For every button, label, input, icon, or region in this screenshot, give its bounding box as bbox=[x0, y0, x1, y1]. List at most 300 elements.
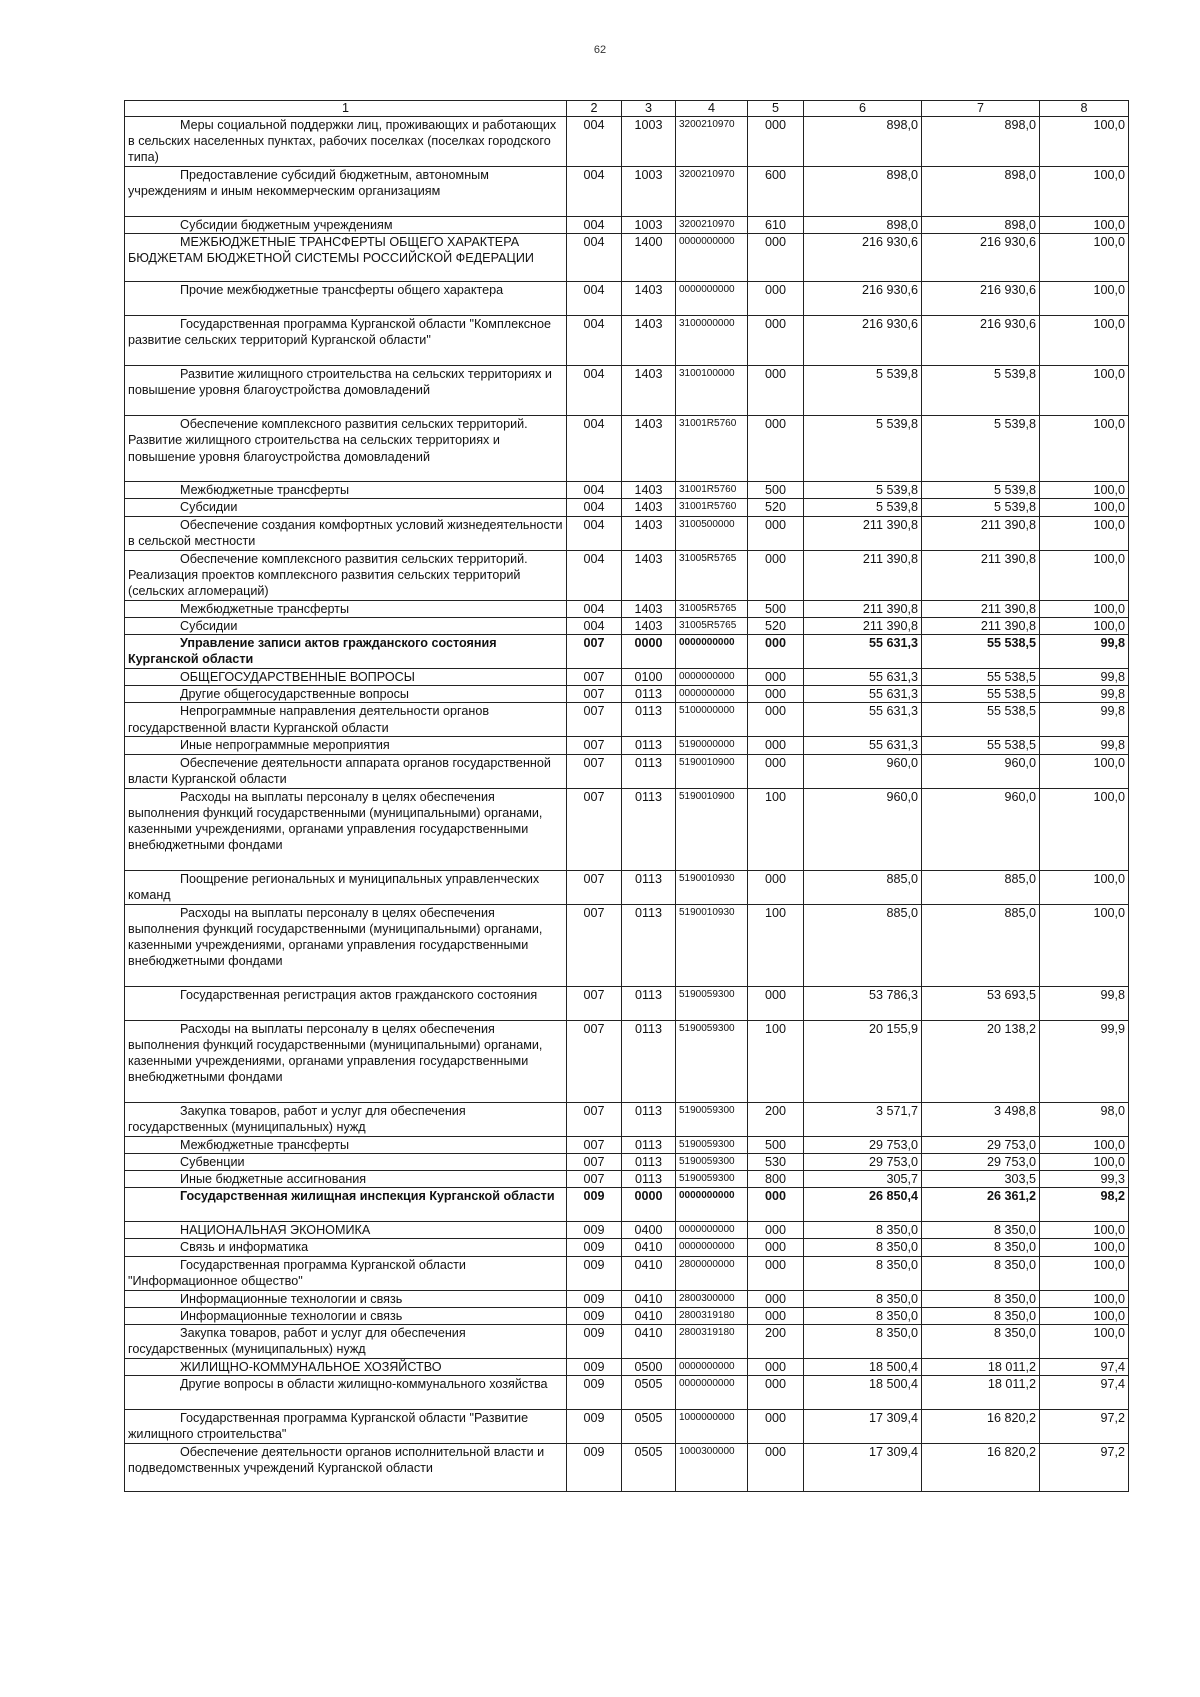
section-code-cell: 0500 bbox=[622, 1359, 676, 1376]
planned-amount-cell: 26 850,4 bbox=[804, 1188, 922, 1222]
executed-amount-cell: 885,0 bbox=[922, 870, 1040, 904]
expense-name-cell: Субсидии bbox=[125, 617, 567, 634]
expense-type-cell: 200 bbox=[748, 1102, 804, 1136]
table-row bbox=[125, 1307, 1129, 1324]
table-row bbox=[125, 1171, 1129, 1188]
section-code-cell: 1403 bbox=[622, 600, 676, 617]
table-row bbox=[125, 1020, 1129, 1102]
section-code-cell: 0113 bbox=[622, 703, 676, 737]
section-code-cell: 0410 bbox=[622, 1325, 676, 1359]
executed-amount-cell: 20 138,2 bbox=[922, 1020, 1040, 1102]
expense-type-cell: 000 bbox=[748, 117, 804, 167]
table-row bbox=[125, 1188, 1129, 1222]
department-code-cell: 007 bbox=[567, 635, 622, 669]
department-code-cell: 007 bbox=[567, 1171, 622, 1188]
section-code-cell: 0113 bbox=[622, 754, 676, 788]
execution-percent-cell: 100,0 bbox=[1040, 1239, 1129, 1256]
expense-name-cell: Государственная регистрация актов гражданского состояния bbox=[125, 986, 567, 1020]
table-row bbox=[125, 167, 1129, 217]
planned-amount-cell: 216 930,6 bbox=[804, 316, 922, 366]
expense-name-cell: Расходы на выплаты персоналу в целях обеспечения выполнения функций государственными (муниципальными) органами, казенными учреждениями, органами управления государственными внебюджетными фондами bbox=[125, 788, 567, 870]
section-code-cell: 1003 bbox=[622, 217, 676, 234]
target-article-cell: 0000000000 bbox=[676, 1376, 748, 1410]
expense-name-cell: Развитие жилищного строительства на сельских территориях и повышение уровня благоустройства домовладений bbox=[125, 366, 567, 416]
table-row bbox=[125, 416, 1129, 482]
expense-type-cell: 100 bbox=[748, 1020, 804, 1102]
expense-name-cell: Информационные технологии и связь bbox=[125, 1307, 567, 1324]
executed-amount-cell: 55 538,5 bbox=[922, 737, 1040, 754]
expense-name-cell: Непрограммные направления деятельности органов государственной власти Курганской области bbox=[125, 703, 567, 737]
section-code-cell: 0410 bbox=[622, 1256, 676, 1290]
section-code-cell: 1003 bbox=[622, 167, 676, 217]
expense-name-cell: Межбюджетные трансферты bbox=[125, 600, 567, 617]
execution-percent-cell: 100,0 bbox=[1040, 788, 1129, 870]
expense-type-cell: 000 bbox=[748, 737, 804, 754]
expense-name-cell: Другие вопросы в области жилищно-коммунального хозяйства bbox=[125, 1376, 567, 1410]
column-header: 4 bbox=[676, 101, 748, 117]
department-code-cell: 004 bbox=[567, 316, 622, 366]
execution-percent-cell: 99,8 bbox=[1040, 635, 1129, 669]
department-code-cell: 009 bbox=[567, 1188, 622, 1222]
table-row bbox=[125, 754, 1129, 788]
target-article-cell: 0000000000 bbox=[676, 234, 748, 282]
execution-percent-cell: 100,0 bbox=[1040, 904, 1129, 986]
expense-type-cell: 000 bbox=[748, 1410, 804, 1444]
target-article-cell: 5190059300 bbox=[676, 1153, 748, 1170]
planned-amount-cell: 8 350,0 bbox=[804, 1290, 922, 1307]
department-code-cell: 004 bbox=[567, 482, 622, 499]
expense-name-cell: Обеспечение комплексного развития сельских территорий. Реализация проектов комплексного развития сельских территорий (сельских агломераций) bbox=[125, 550, 567, 600]
planned-amount-cell: 898,0 bbox=[804, 167, 922, 217]
expense-name-cell: НАЦИОНАЛЬНАЯ ЭКОНОМИКА bbox=[125, 1222, 567, 1239]
expense-name-cell: Расходы на выплаты персоналу в целях обеспечения выполнения функций государственными (муниципальными) органами, казенными учреждениями, органами управления государственными внебюджетными фондами bbox=[125, 904, 567, 986]
expense-name-cell: Межбюджетные трансферты bbox=[125, 1136, 567, 1153]
expense-name-cell: Закупка товаров, работ и услуг для обеспечения государственных (муниципальных) нужд bbox=[125, 1325, 567, 1359]
target-article-cell: 0000000000 bbox=[676, 686, 748, 703]
planned-amount-cell: 216 930,6 bbox=[804, 234, 922, 282]
expense-type-cell: 000 bbox=[748, 1222, 804, 1239]
execution-percent-cell: 99,8 bbox=[1040, 737, 1129, 754]
department-code-cell: 009 bbox=[567, 1410, 622, 1444]
expense-type-cell: 100 bbox=[748, 788, 804, 870]
expense-type-cell: 000 bbox=[748, 986, 804, 1020]
executed-amount-cell: 29 753,0 bbox=[922, 1136, 1040, 1153]
expense-type-cell: 000 bbox=[748, 1239, 804, 1256]
expense-type-cell: 000 bbox=[748, 234, 804, 282]
target-article-cell: 3200210970 bbox=[676, 167, 748, 217]
expense-name-cell: Связь и информатика bbox=[125, 1239, 567, 1256]
expense-name-cell: Меры социальной поддержки лиц, проживающих и работающих в сельских населенных пунктах, рабочих поселках (поселках городского типа) bbox=[125, 117, 567, 167]
section-code-cell: 0410 bbox=[622, 1307, 676, 1324]
executed-amount-cell: 8 350,0 bbox=[922, 1222, 1040, 1239]
executed-amount-cell: 5 539,8 bbox=[922, 366, 1040, 416]
column-header: 2 bbox=[567, 101, 622, 117]
target-article-cell: 5190010900 bbox=[676, 754, 748, 788]
execution-percent-cell: 100,0 bbox=[1040, 316, 1129, 366]
expense-type-cell: 000 bbox=[748, 870, 804, 904]
section-code-cell: 0113 bbox=[622, 986, 676, 1020]
execution-percent-cell: 97,4 bbox=[1040, 1376, 1129, 1410]
expense-type-cell: 000 bbox=[748, 1256, 804, 1290]
target-article-cell: 1000000000 bbox=[676, 1410, 748, 1444]
table-row bbox=[125, 1153, 1129, 1170]
section-code-cell: 0505 bbox=[622, 1410, 676, 1444]
planned-amount-cell: 211 390,8 bbox=[804, 617, 922, 634]
planned-amount-cell: 960,0 bbox=[804, 788, 922, 870]
expense-name-cell: Государственная программа Курганской области "Информационное общество" bbox=[125, 1256, 567, 1290]
executed-amount-cell: 16 820,2 bbox=[922, 1444, 1040, 1492]
target-article-cell: 3200210970 bbox=[676, 117, 748, 167]
execution-percent-cell: 100,0 bbox=[1040, 1136, 1129, 1153]
expense-type-cell: 000 bbox=[748, 669, 804, 686]
target-article-cell: 31001R5760 bbox=[676, 482, 748, 499]
department-code-cell: 004 bbox=[567, 217, 622, 234]
planned-amount-cell: 18 500,4 bbox=[804, 1359, 922, 1376]
target-article-cell: 5190059300 bbox=[676, 986, 748, 1020]
department-code-cell: 007 bbox=[567, 904, 622, 986]
department-code-cell: 007 bbox=[567, 1020, 622, 1102]
execution-percent-cell: 99,9 bbox=[1040, 1020, 1129, 1102]
table-row bbox=[125, 600, 1129, 617]
table-row bbox=[125, 234, 1129, 282]
expense-type-cell: 000 bbox=[748, 366, 804, 416]
execution-percent-cell: 100,0 bbox=[1040, 617, 1129, 634]
department-code-cell: 004 bbox=[567, 499, 622, 516]
execution-percent-cell: 100,0 bbox=[1040, 499, 1129, 516]
planned-amount-cell: 8 350,0 bbox=[804, 1256, 922, 1290]
execution-percent-cell: 100,0 bbox=[1040, 366, 1129, 416]
execution-percent-cell: 100,0 bbox=[1040, 550, 1129, 600]
executed-amount-cell: 8 350,0 bbox=[922, 1239, 1040, 1256]
column-header: 3 bbox=[622, 101, 676, 117]
expense-name-cell: Субвенции bbox=[125, 1153, 567, 1170]
execution-percent-cell: 99,3 bbox=[1040, 1171, 1129, 1188]
expense-name-cell: Государственная жилищная инспекция Курганской области bbox=[125, 1188, 567, 1222]
target-article-cell: 0000000000 bbox=[676, 1188, 748, 1222]
section-code-cell: 0000 bbox=[622, 1188, 676, 1222]
table-row bbox=[125, 904, 1129, 986]
planned-amount-cell: 5 539,8 bbox=[804, 416, 922, 482]
table-row bbox=[125, 366, 1129, 416]
section-code-cell: 0000 bbox=[622, 635, 676, 669]
department-code-cell: 007 bbox=[567, 669, 622, 686]
executed-amount-cell: 960,0 bbox=[922, 788, 1040, 870]
planned-amount-cell: 5 539,8 bbox=[804, 482, 922, 499]
department-code-cell: 007 bbox=[567, 686, 622, 703]
section-code-cell: 1403 bbox=[622, 482, 676, 499]
table-row bbox=[125, 986, 1129, 1020]
executed-amount-cell: 898,0 bbox=[922, 167, 1040, 217]
expense-name-cell: Обеспечение комплексного развития сельских территорий. Развитие жилищного строительства на сельских территориях и повышение уровня благоустройства домовладений bbox=[125, 416, 567, 482]
expense-type-cell: 500 bbox=[748, 600, 804, 617]
table-row bbox=[125, 686, 1129, 703]
table-body bbox=[125, 117, 1129, 1492]
section-code-cell: 1403 bbox=[622, 499, 676, 516]
execution-percent-cell: 100,0 bbox=[1040, 1256, 1129, 1290]
table-row bbox=[125, 635, 1129, 669]
table-row bbox=[125, 516, 1129, 550]
table-row bbox=[125, 316, 1129, 366]
department-code-cell: 007 bbox=[567, 788, 622, 870]
table-row bbox=[125, 117, 1129, 167]
planned-amount-cell: 8 350,0 bbox=[804, 1325, 922, 1359]
planned-amount-cell: 5 539,8 bbox=[804, 499, 922, 516]
executed-amount-cell: 5 539,8 bbox=[922, 416, 1040, 482]
section-code-cell: 1403 bbox=[622, 617, 676, 634]
expense-name-cell: Государственная программа Курганской области "Развитие жилищного строительства" bbox=[125, 1410, 567, 1444]
table-row bbox=[125, 499, 1129, 516]
execution-percent-cell: 99,8 bbox=[1040, 703, 1129, 737]
target-article-cell: 5190010930 bbox=[676, 870, 748, 904]
execution-percent-cell: 100,0 bbox=[1040, 1325, 1129, 1359]
planned-amount-cell: 305,7 bbox=[804, 1171, 922, 1188]
expense-type-cell: 530 bbox=[748, 1153, 804, 1170]
column-header: 5 bbox=[748, 101, 804, 117]
target-article-cell: 5190000000 bbox=[676, 737, 748, 754]
expense-name-cell: Субсидии бюджетным учреждениям bbox=[125, 217, 567, 234]
section-code-cell: 1403 bbox=[622, 282, 676, 316]
executed-amount-cell: 8 350,0 bbox=[922, 1290, 1040, 1307]
expense-name-cell: Управление записи актов гражданского состояния Курганской области bbox=[125, 635, 567, 669]
department-code-cell: 007 bbox=[567, 870, 622, 904]
execution-percent-cell: 97,2 bbox=[1040, 1410, 1129, 1444]
column-header: 6 bbox=[804, 101, 922, 117]
department-code-cell: 009 bbox=[567, 1359, 622, 1376]
planned-amount-cell: 17 309,4 bbox=[804, 1444, 922, 1492]
table-row bbox=[125, 1239, 1129, 1256]
table-row bbox=[125, 1359, 1129, 1376]
department-code-cell: 009 bbox=[567, 1239, 622, 1256]
execution-percent-cell: 100,0 bbox=[1040, 282, 1129, 316]
executed-amount-cell: 211 390,8 bbox=[922, 617, 1040, 634]
target-article-cell: 5190059300 bbox=[676, 1020, 748, 1102]
execution-percent-cell: 100,0 bbox=[1040, 1307, 1129, 1324]
executed-amount-cell: 885,0 bbox=[922, 904, 1040, 986]
planned-amount-cell: 55 631,3 bbox=[804, 686, 922, 703]
planned-amount-cell: 8 350,0 bbox=[804, 1222, 922, 1239]
execution-percent-cell: 100,0 bbox=[1040, 516, 1129, 550]
execution-percent-cell: 98,0 bbox=[1040, 1102, 1129, 1136]
expense-type-cell: 600 bbox=[748, 167, 804, 217]
target-article-cell: 3100500000 bbox=[676, 516, 748, 550]
planned-amount-cell: 55 631,3 bbox=[804, 703, 922, 737]
executed-amount-cell: 211 390,8 bbox=[922, 516, 1040, 550]
table-row bbox=[125, 617, 1129, 634]
executed-amount-cell: 898,0 bbox=[922, 117, 1040, 167]
target-article-cell: 1000300000 bbox=[676, 1444, 748, 1492]
target-article-cell: 0000000000 bbox=[676, 1359, 748, 1376]
executed-amount-cell: 216 930,6 bbox=[922, 316, 1040, 366]
section-code-cell: 0113 bbox=[622, 686, 676, 703]
expense-name-cell: Предоставление субсидий бюджетным, автономным учреждениям и иным некоммерческим организациям bbox=[125, 167, 567, 217]
expense-type-cell: 000 bbox=[748, 1307, 804, 1324]
expense-type-cell: 000 bbox=[748, 1376, 804, 1410]
department-code-cell: 009 bbox=[567, 1222, 622, 1239]
section-code-cell: 0505 bbox=[622, 1444, 676, 1492]
expense-type-cell: 000 bbox=[748, 686, 804, 703]
target-article-cell: 2800319180 bbox=[676, 1307, 748, 1324]
column-header: 8 bbox=[1040, 101, 1129, 117]
expense-name-cell: Другие общегосударственные вопросы bbox=[125, 686, 567, 703]
table-row bbox=[125, 788, 1129, 870]
table-row bbox=[125, 1376, 1129, 1410]
page-number: 62 bbox=[593, 44, 607, 56]
executed-amount-cell: 5 539,8 bbox=[922, 499, 1040, 516]
section-code-cell: 0100 bbox=[622, 669, 676, 686]
target-article-cell: 2800000000 bbox=[676, 1256, 748, 1290]
expense-name-cell: Расходы на выплаты персоналу в целях обеспечения выполнения функций государственными (муниципальными) органами, казенными учреждениями, органами управления государственными внебюджетными фондами bbox=[125, 1020, 567, 1102]
execution-percent-cell: 99,8 bbox=[1040, 686, 1129, 703]
planned-amount-cell: 55 631,3 bbox=[804, 635, 922, 669]
expense-type-cell: 000 bbox=[748, 516, 804, 550]
table-row bbox=[125, 1444, 1129, 1492]
table-row bbox=[125, 1222, 1129, 1239]
planned-amount-cell: 8 350,0 bbox=[804, 1239, 922, 1256]
expense-type-cell: 610 bbox=[748, 217, 804, 234]
expense-type-cell: 800 bbox=[748, 1171, 804, 1188]
executed-amount-cell: 5 539,8 bbox=[922, 482, 1040, 499]
table-row bbox=[125, 669, 1129, 686]
expense-type-cell: 000 bbox=[748, 416, 804, 482]
executed-amount-cell: 216 930,6 bbox=[922, 282, 1040, 316]
target-article-cell: 31005R5765 bbox=[676, 550, 748, 600]
expense-name-cell: ЖИЛИЩНО-КОММУНАЛЬНОЕ ХОЗЯЙСТВО bbox=[125, 1359, 567, 1376]
planned-amount-cell: 55 631,3 bbox=[804, 669, 922, 686]
executed-amount-cell: 8 350,0 bbox=[922, 1325, 1040, 1359]
department-code-cell: 007 bbox=[567, 1136, 622, 1153]
target-article-cell: 31005R5765 bbox=[676, 600, 748, 617]
executed-amount-cell: 8 350,0 bbox=[922, 1307, 1040, 1324]
section-code-cell: 1403 bbox=[622, 516, 676, 550]
executed-amount-cell: 55 538,5 bbox=[922, 703, 1040, 737]
expense-type-cell: 520 bbox=[748, 617, 804, 634]
department-code-cell: 004 bbox=[567, 366, 622, 416]
execution-percent-cell: 100,0 bbox=[1040, 482, 1129, 499]
expense-type-cell: 100 bbox=[748, 904, 804, 986]
expense-type-cell: 500 bbox=[748, 1136, 804, 1153]
expense-name-cell: Обеспечение деятельности органов исполнительной власти и подведомственных учреждений Курганской области bbox=[125, 1444, 567, 1492]
expense-type-cell: 000 bbox=[748, 550, 804, 600]
section-code-cell: 0400 bbox=[622, 1222, 676, 1239]
expense-name-cell: Закупка товаров, работ и услуг для обеспечения государственных (муниципальных) нужд bbox=[125, 1102, 567, 1136]
execution-percent-cell: 100,0 bbox=[1040, 167, 1129, 217]
expense-type-cell: 500 bbox=[748, 482, 804, 499]
expense-type-cell: 000 bbox=[748, 1444, 804, 1492]
department-code-cell: 004 bbox=[567, 600, 622, 617]
department-code-cell: 009 bbox=[567, 1290, 622, 1307]
executed-amount-cell: 8 350,0 bbox=[922, 1256, 1040, 1290]
department-code-cell: 004 bbox=[567, 416, 622, 482]
target-article-cell: 0000000000 bbox=[676, 1239, 748, 1256]
planned-amount-cell: 211 390,8 bbox=[804, 550, 922, 600]
execution-percent-cell: 100,0 bbox=[1040, 1222, 1129, 1239]
header-row bbox=[125, 101, 1129, 117]
planned-amount-cell: 216 930,6 bbox=[804, 282, 922, 316]
planned-amount-cell: 211 390,8 bbox=[804, 600, 922, 617]
target-article-cell: 0000000000 bbox=[676, 282, 748, 316]
expense-name-cell: Субсидии bbox=[125, 499, 567, 516]
target-article-cell: 3200210970 bbox=[676, 217, 748, 234]
department-code-cell: 007 bbox=[567, 1102, 622, 1136]
target-article-cell: 3100000000 bbox=[676, 316, 748, 366]
planned-amount-cell: 18 500,4 bbox=[804, 1376, 922, 1410]
table-row bbox=[125, 737, 1129, 754]
executed-amount-cell: 55 538,5 bbox=[922, 635, 1040, 669]
table-row bbox=[125, 1136, 1129, 1153]
department-code-cell: 004 bbox=[567, 282, 622, 316]
execution-percent-cell: 100,0 bbox=[1040, 754, 1129, 788]
planned-amount-cell: 885,0 bbox=[804, 904, 922, 986]
expense-name-cell: Межбюджетные трансферты bbox=[125, 482, 567, 499]
execution-percent-cell: 100,0 bbox=[1040, 870, 1129, 904]
executed-amount-cell: 16 820,2 bbox=[922, 1410, 1040, 1444]
section-code-cell: 0410 bbox=[622, 1290, 676, 1307]
execution-percent-cell: 100,0 bbox=[1040, 1290, 1129, 1307]
target-article-cell: 0000000000 bbox=[676, 669, 748, 686]
execution-percent-cell: 100,0 bbox=[1040, 234, 1129, 282]
expense-name-cell: Поощрение региональных и муниципальных управленческих команд bbox=[125, 870, 567, 904]
section-code-cell: 0113 bbox=[622, 1136, 676, 1153]
target-article-cell: 5190059300 bbox=[676, 1136, 748, 1153]
expense-name-cell: Государственная программа Курганской области "Комплексное развитие сельских территорий Курганской области" bbox=[125, 316, 567, 366]
section-code-cell: 1403 bbox=[622, 416, 676, 482]
department-code-cell: 007 bbox=[567, 703, 622, 737]
planned-amount-cell: 29 753,0 bbox=[804, 1136, 922, 1153]
executed-amount-cell: 216 930,6 bbox=[922, 234, 1040, 282]
expense-name-cell: Прочие межбюджетные трансферты общего характера bbox=[125, 282, 567, 316]
target-article-cell: 0000000000 bbox=[676, 635, 748, 669]
section-code-cell: 0113 bbox=[622, 870, 676, 904]
department-code-cell: 009 bbox=[567, 1444, 622, 1492]
table-row bbox=[125, 870, 1129, 904]
department-code-cell: 007 bbox=[567, 986, 622, 1020]
executed-amount-cell: 303,5 bbox=[922, 1171, 1040, 1188]
department-code-cell: 007 bbox=[567, 1153, 622, 1170]
table-row bbox=[125, 1256, 1129, 1290]
section-code-cell: 1400 bbox=[622, 234, 676, 282]
execution-percent-cell: 97,2 bbox=[1040, 1444, 1129, 1492]
section-code-cell: 0113 bbox=[622, 904, 676, 986]
executed-amount-cell: 55 538,5 bbox=[922, 686, 1040, 703]
target-article-cell: 2800300000 bbox=[676, 1290, 748, 1307]
executed-amount-cell: 18 011,2 bbox=[922, 1376, 1040, 1410]
expense-type-cell: 000 bbox=[748, 703, 804, 737]
expense-type-cell: 000 bbox=[748, 754, 804, 788]
planned-amount-cell: 3 571,7 bbox=[804, 1102, 922, 1136]
section-code-cell: 1403 bbox=[622, 316, 676, 366]
expense-name-cell: ОБЩЕГОСУДАРСТВЕННЫЕ ВОПРОСЫ bbox=[125, 669, 567, 686]
expense-type-cell: 000 bbox=[748, 635, 804, 669]
section-code-cell: 0113 bbox=[622, 1020, 676, 1102]
table-row bbox=[125, 703, 1129, 737]
section-code-cell: 1403 bbox=[622, 550, 676, 600]
execution-percent-cell: 100,0 bbox=[1040, 217, 1129, 234]
execution-percent-cell: 99,8 bbox=[1040, 669, 1129, 686]
table-row bbox=[125, 217, 1129, 234]
department-code-cell: 007 bbox=[567, 737, 622, 754]
section-code-cell: 0410 bbox=[622, 1239, 676, 1256]
execution-percent-cell: 100,0 bbox=[1040, 600, 1129, 617]
department-code-cell: 009 bbox=[567, 1325, 622, 1359]
executed-amount-cell: 3 498,8 bbox=[922, 1102, 1040, 1136]
target-article-cell: 5190010900 bbox=[676, 788, 748, 870]
expense-type-cell: 520 bbox=[748, 499, 804, 516]
planned-amount-cell: 53 786,3 bbox=[804, 986, 922, 1020]
planned-amount-cell: 29 753,0 bbox=[804, 1153, 922, 1170]
execution-percent-cell: 100,0 bbox=[1040, 1153, 1129, 1170]
target-article-cell: 3100100000 bbox=[676, 366, 748, 416]
section-code-cell: 0113 bbox=[622, 1102, 676, 1136]
